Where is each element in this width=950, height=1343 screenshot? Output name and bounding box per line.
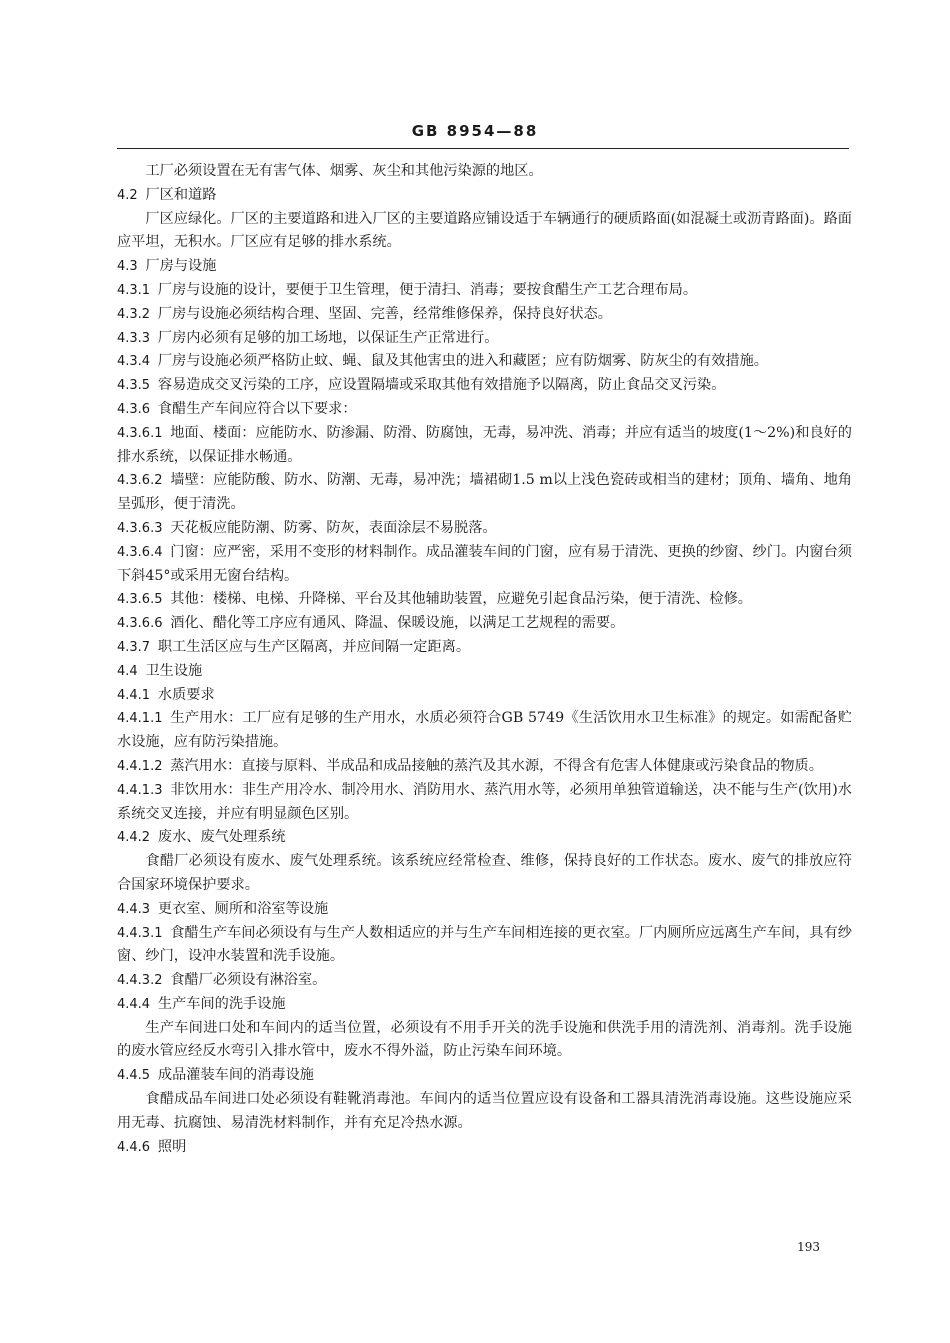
clause-4-2: [117, 184, 852, 208]
clause-number: 4.3.6: [117, 401, 151, 417]
header-rule: [117, 148, 849, 149]
clause-4-3-6-4: [117, 541, 852, 589]
clause-text: 厂区和道路: [145, 186, 217, 203]
clause-4-3-6-6: [117, 612, 852, 636]
clause-text: 食醋生产车间应符合以下要求：: [157, 400, 357, 417]
clause-text: 更衣室、厕所和浴室等设施: [157, 900, 329, 917]
paragraph: [117, 1088, 852, 1136]
clause-text: 酒化、醋化等工序应有通风、降温、保暖设施，以满足工艺规程的需要。: [170, 615, 625, 632]
clause-number: 4.4.3.2: [117, 973, 163, 989]
clause-text: 食醋厂必须设有淋浴室。: [170, 972, 327, 989]
clause-4-4-1: [117, 684, 852, 708]
clause-4-3-2: [117, 303, 852, 327]
clause-number: 4.4.1.3: [117, 782, 163, 798]
clause-text: 食醋厂必须设有废水、废气处理系统。该系统应经常检查、维修，保持良好的工作状态。废水、废气的排放应符合国家环境保护要求。: [117, 853, 852, 893]
clause-4-3-7: [117, 636, 852, 660]
clause-4-4-2: [117, 826, 852, 850]
clause-4-4-3-1: [117, 922, 852, 970]
clause-4-3-6-5: [117, 588, 852, 612]
clause-number: 4.3.1: [117, 282, 151, 298]
clause-text: 生产用水：工厂应有足够的生产用水，水质必须符合GB 5749《生活饮用水卫生标准》的规定。如需配备贮水设施，应有防污染措施。: [117, 710, 852, 751]
paragraph: [117, 1017, 852, 1065]
clause-text: 工厂必须设置在无有害气体、烟雾、灰尘和其他污染源的地区。: [145, 163, 543, 179]
clause-number: 4.3.6.4: [117, 544, 163, 560]
clause-4-3-6-3: [117, 517, 852, 541]
clause-text: 厂区应绿化。厂区的主要道路和进入厂区的主要道路应铺设适于车辆通行的硬质路面(如混凝土或沥青路面)。路面应平坦，无积水。厂区应有足够的排水系统。: [117, 210, 852, 251]
clause-4-3: [117, 255, 852, 279]
clause-number: 4.4.1.1: [117, 711, 163, 727]
clause-number: 4.3.6.3: [117, 520, 163, 536]
clause-number: 4.4.1: [117, 687, 151, 703]
clause-text: 墙壁：应能防酸、防水、防潮、无毒，易冲洗；墙裙砌1.5 m以上浅色瓷砖或相当的建材；顶角、墙角、地角呈弧形，便于清洗。: [117, 472, 852, 513]
clause-text: 蒸汽用水：直接与原料、半成品和成品接触的蒸汽及其水源，不得含有危害人体健康或污染食品的物质。: [170, 757, 823, 774]
clause-text: 食醋生产车间必须设有与生产人数相适应的并与生产车间相连接的更衣室。厂内厕所应远离生产车间，具有纱窗、纱门，设冲水装置和洗手设施。: [117, 924, 852, 965]
document-body: [117, 160, 852, 1159]
clause-text: 生产车间的洗手设施: [157, 995, 286, 1012]
clause-number: 4.3.2: [117, 306, 151, 322]
clause-text: 厂房与设施的设计，要便于卫生管理，便于清扫、消毒；要按食醋生产工艺合理布局。: [157, 281, 698, 298]
paragraph: [117, 160, 852, 184]
page-number: 193: [797, 1240, 820, 1254]
clause-number: 4.3.4: [117, 354, 151, 370]
clause-text: 水质要求: [157, 686, 215, 703]
clause-number: 4.4.5: [117, 1068, 151, 1084]
clause-number: 4.4.1.2: [117, 758, 163, 774]
clause-text: 职工生活区应与生产区隔离，并应间隔一定距离。: [157, 638, 471, 655]
clause-text: 地面、楼面：应能防水、防渗漏、防滑、防腐蚀，无毒，易冲洗、消毒；并应有适当的坡度(1～2%)和良好的排水系统，以保证排水畅通。: [117, 424, 852, 465]
clause-4-3-3: [117, 327, 852, 351]
clause-number: 4.3.6.6: [117, 616, 163, 632]
paragraph: [117, 850, 852, 898]
clause-number: 4.4.4: [117, 996, 151, 1012]
clause-text: 废水、废气处理系统: [157, 829, 286, 846]
clause-number: 4.4.3.1: [117, 925, 163, 941]
clause-4-4-5: [117, 1064, 852, 1088]
clause-number: 4.4.3: [117, 901, 151, 917]
clause-4-4-3-2: [117, 969, 852, 993]
clause-number: 4.3.7: [117, 639, 151, 655]
clause-text: 成品灌装车间的消毒设施: [157, 1067, 314, 1084]
clause-4-4-4: [117, 993, 852, 1017]
clause-number: 4.4: [117, 663, 138, 679]
clause-4-4-6: [117, 1136, 852, 1160]
clause-number: 4.2: [117, 187, 138, 203]
standard-code-header: GB 8954—88: [411, 122, 539, 140]
clause-4-3-6-2: [117, 469, 852, 517]
clause-4-3-5: [117, 374, 852, 398]
clause-text: 容易造成交叉污染的工序，应设置隔墙或采取其他有效措施予以隔离，防止食品交叉污染。: [157, 377, 726, 394]
clause-text: 厂房内必须有足够的加工场地，以保证生产正常进行。: [157, 329, 499, 346]
clause-number: 4.3.3: [117, 330, 151, 346]
clause-text: 卫生设施: [145, 662, 203, 679]
clause-4-4-3: [117, 898, 852, 922]
clause-number: 4.3.6.2: [117, 473, 163, 489]
clause-4-4-1-1: [117, 707, 852, 755]
clause-4-4: [117, 660, 852, 684]
clause-text: 门窗：应严密，采用不变形的材料制作。成品灌装车间的门窗，应有易于清洗、更换的纱窗、纱门。内窗台须下斜45°或采用无窗台结构。: [117, 543, 852, 584]
clause-4-4-1-3: [117, 779, 852, 827]
clause-number: 4.3.6.5: [117, 592, 163, 608]
clause-4-3-1: [117, 279, 852, 303]
clause-text: 厂房与设施必须结构合理、坚固、完善，经常维修保养，保持良好状态。: [157, 305, 612, 322]
clause-text: 天花板应能防潮、防雾、防灰，表面涂层不易脱落。: [170, 519, 497, 536]
clause-number: 4.3: [117, 259, 138, 275]
clause-text: 食醋成品车间进口处必须设有鞋靴消毒池。车间内的适当位置应设有设备和工器具清洗消毒设施。这些设施应采用无毒、抗腐蚀、易清洗材料制作，并有充足冷热水源。: [117, 1091, 852, 1131]
clause-text: 厂房与设施: [145, 258, 217, 275]
clause-text: 非饮用水：非生产用冷水、制冷用水、消防用水、蒸汽用水等，必须用单独管道输送，决不能与生产(饮用)水系统交叉连接，并应有明显颜色区别。: [117, 781, 852, 822]
clause-4-3-6-1: [117, 422, 852, 470]
paragraph: [117, 208, 852, 256]
clause-number: 4.4.6: [117, 1139, 151, 1155]
clause-text: 其他：楼梯、电梯、升降梯、平台及其他辅助装置，应避免引起食品污染，便于清洗、检修。: [170, 591, 752, 608]
clause-4-3-4: [117, 350, 852, 374]
clause-4-4-1-2: [117, 755, 852, 779]
clause-number: 4.4.2: [117, 830, 151, 846]
clause-4-3-6: [117, 398, 852, 422]
clause-text: 生产车间进口处和车间内的适当位置，必须设有不用手开关的洗手设施和供洗手用的清洗剂、消毒剂。洗手设施的废水管应经反水弯引入排水管中，废水不得外溢，防止污染车间环境。: [117, 1019, 852, 1060]
clause-number: 4.3.6.1: [117, 425, 163, 441]
clause-number: 4.3.5: [117, 378, 151, 394]
clause-text: 厂房与设施必须严格防止蚊、蝇、鼠及其他害虫的进入和藏匿；应有防烟雾、防灰尘的有效措施。: [157, 353, 768, 370]
clause-text: 照明: [157, 1138, 187, 1155]
